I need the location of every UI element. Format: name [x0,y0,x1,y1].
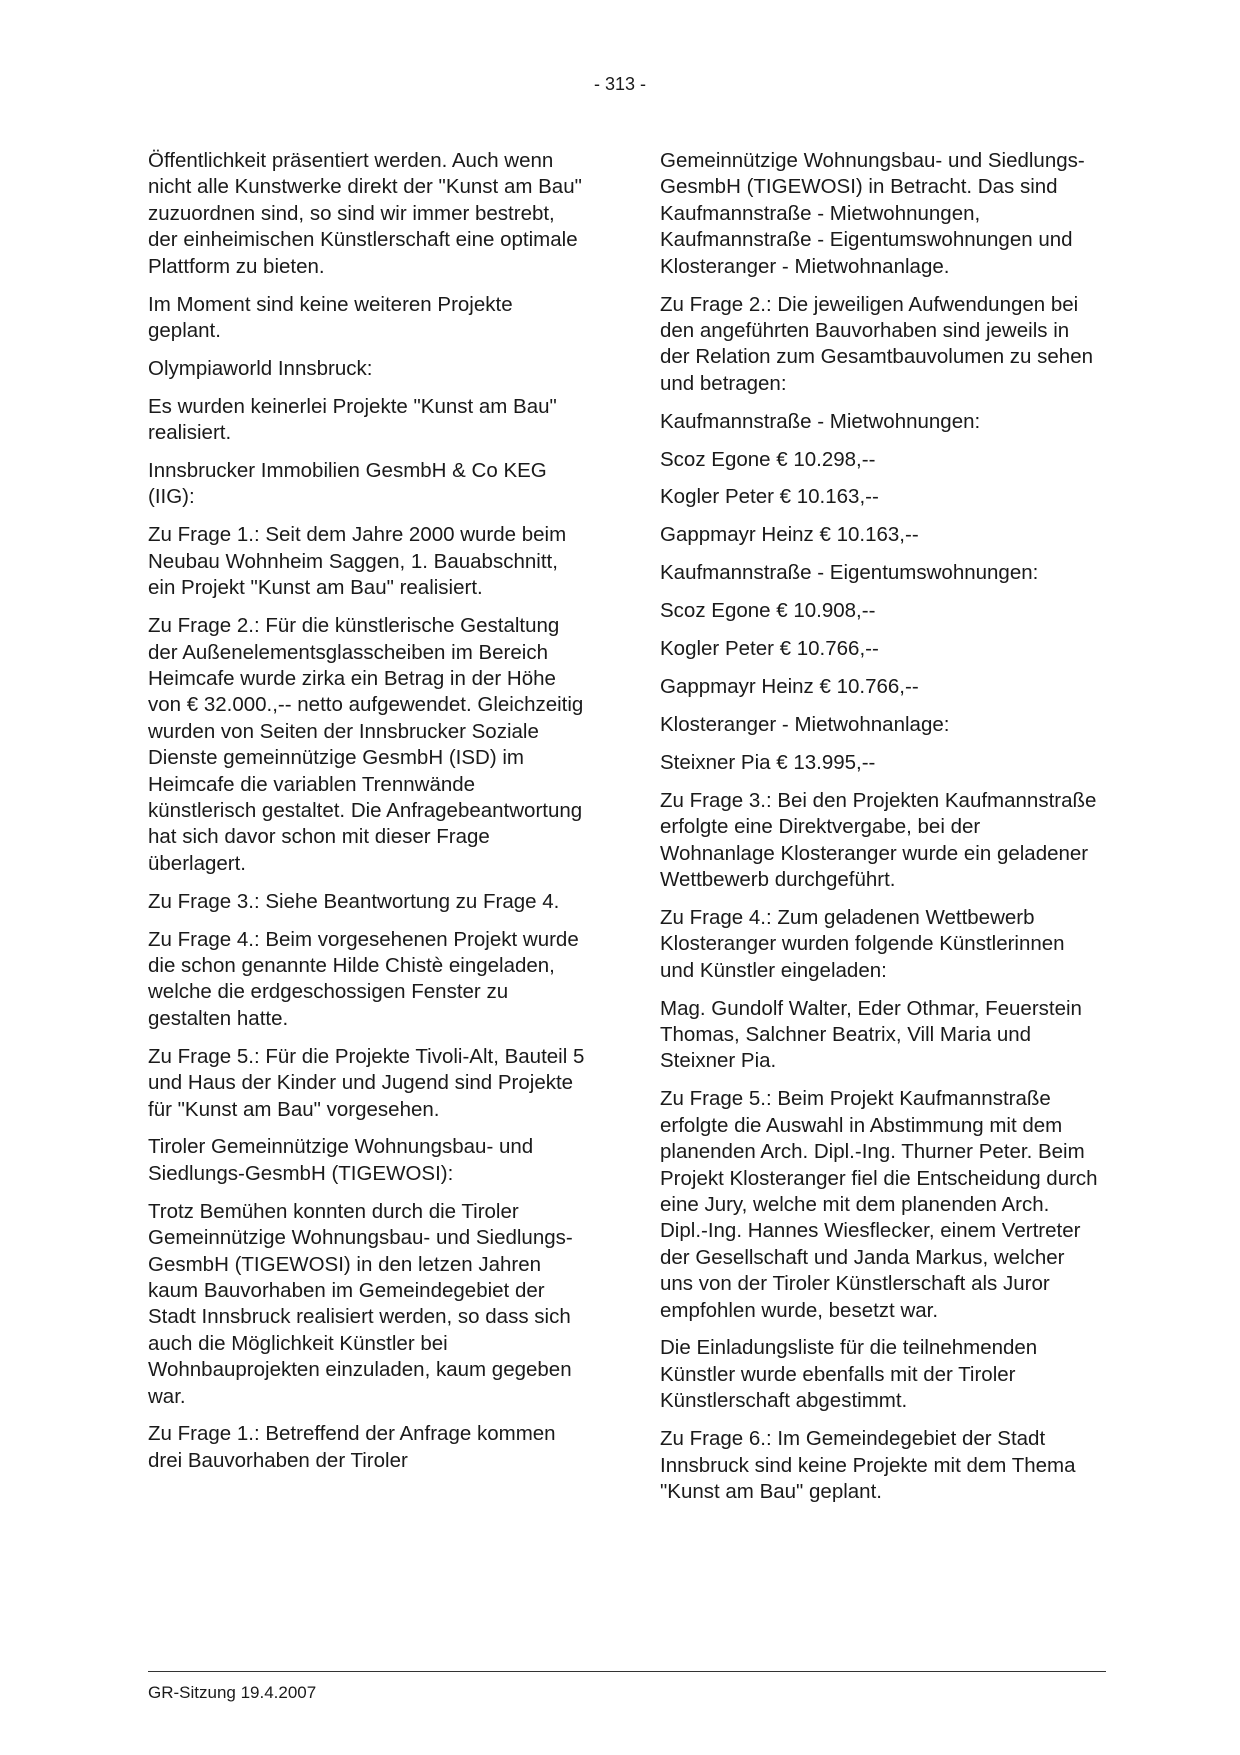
paragraph: Zu Frage 6.: Im Gemeindegebiet der Stadt Innsbruck sind keine Projekte mit dem Thema "Kunst am Bau" geplant. [660,1427,1076,1503]
paragraph: Trotz Bemühen konnten durch die Tiroler Gemeinnützige Wohnungsbau- und Siedlungs-GesmbH (TIGEWOSI) in den letzen Jahren kaum Bauvorhaben im Gemeindegebiet der Stadt Innsbruck realisiert werden, so dass sich auch die Möglichkeit Künstler bei Wohnbauprojekten einzuladen, kaum gegeben war. [148,1199,573,1408]
paragraph: Gemeinnützige Wohnungsbau- und Siedlungs-GesmbH (TIGEWOSI) in Betracht. Das sind Kaufmannstraße - Mietwohnungen, Kaufmannstraße - Eigentumswohnungen und Klosteranger - Mietwohnanlage. [660,149,1085,278]
cost-entry: Steixner Pia € 13.995,-- [660,750,876,774]
paragraph: Öffentlichkeit präsentiert werden. Auch wenn nicht alle Kunstwerke direkt der "Kunst am Bau" zuzuordnen sind, so sind wir immer bestrebt, der einheimischen Künstlerschaft eine optimale Plattform zu bieten. [148,149,582,278]
paragraph: Im Moment sind keine weiteren Projekte geplant. [148,292,513,342]
paragraph: Die Einladungsliste für die teilnehmenden Künstler wurde ebenfalls mit der Tiroler Künstlerschaft abgestimmt. [660,1336,1038,1413]
cost-entry: Scoz Egone € 10.298,-- [660,447,876,471]
cost-entry: Kogler Peter € 10.766,-- [660,637,879,661]
paragraph: Zu Frage 5.: Beim Projekt Kaufmannstraße erfolgte die Auswahl in Abstimmung mit dem planenden Arch. Dipl.-Ing. Thurner Peter. Beim Projekt Klosteranger fiel die Entscheidung durch eine Jury, welche mit dem planenden Arch. Dipl.-Ing. Hannes Wiesflecker, einem Vertreter der Gesellschaft und Janda Markus, welcher uns von der Tiroler Künstlerschaft als Juror empfohlen wurde, besetzt war. [660,1087,1098,1322]
page-number: - 313 - [593,74,647,94]
right-column [660,148,1100,1517]
paragraph: Zu Frage 2.: Für die künstlerische Gestaltung der Außenelementsglasscheiben im Bereich Heimcafe wurde zirka ein Betrag in der Höhe von € 32.000.,-- netto aufgewendet. Gleichzeitig wurden von Seiten der Innsbrucker Soziale Dienste gemeinnützige GesmbH (ISD) im Heimcafe die variablen Trennwände künstlerisch gestaltet. Die Anfragebeantwortung hat sich davor schon mit dieser Frage überlagert. [148,614,584,875]
section-heading: Tiroler Gemeinnützige Wohnungsbau- und Siedlungs-GesmbH (TIGEWOSI): [148,1135,534,1185]
section-heading: Olympiaworld Innsbruck: [148,356,373,380]
paragraph: Mag. Gundolf Walter, Eder Othmar, Feuerstein Thomas, Salchner Beatrix, Vill Maria und Steixner Pia. [660,996,1082,1073]
paragraph: Zu Frage 4.: Beim vorgesehenen Projekt wurde die schon genannte Hilde Chistè eingeladen, welche die erdgeschossigen Fenster zu gestalten hatte. [148,927,579,1030]
paragraph: Zu Frage 2.: Die jeweiligen Aufwendungen bei den angeführten Bauvorhaben sind jeweils in der Relation zum Gesamtbauvolumen zu sehen und betragen: [660,292,1094,395]
footer-text: GR-Sitzung 19.4.2007 [148,1683,317,1702]
subsection-heading: Kaufmannstraße - Eigentumswohnungen: [660,561,1039,585]
section-heading: Innsbrucker Immobilien GesmbH & Co KEG (IIG): [148,459,547,509]
cost-entry: Scoz Egone € 10.908,-- [660,599,876,623]
cost-entry: Gappmayr Heinz € 10.766,-- [660,675,919,698]
left-column [148,148,588,1486]
footer-divider [148,1671,1106,1672]
paragraph: Zu Frage 3.: Siehe Beantwortung zu Frage 4. [148,889,560,913]
paragraph: Zu Frage 1.: Betreffend der Anfrage kommen drei Bauvorhaben der Tiroler [148,1422,556,1472]
cost-entry: Gappmayr Heinz € 10.163,-- [660,523,919,547]
cost-entry: Kogler Peter € 10.163,-- [660,485,879,509]
paragraph: Zu Frage 5.: Für die Projekte Tivoli-Alt, Bauteil 5 und Haus der Kinder und Jugend sind Projekte für "Kunst am Bau" vorgesehen. [148,1044,585,1121]
paragraph: Zu Frage 1.: Seit dem Jahre 2000 wurde beim Neubau Wohnheim Saggen, 1. Bauabschnitt, ein Projekt "Kunst am Bau" realisiert. [148,523,567,600]
subsection-heading: Klosteranger - Mietwohnanlage: [660,712,950,736]
subsection-heading: Kaufmannstraße - Mietwohnungen: [660,409,981,433]
paragraph: Zu Frage 4.: Zum geladenen Wettbewerb Klosteranger wurden folgende Künstlerinnen und Künstler eingeladen: [660,905,1065,982]
paragraph: Zu Frage 3.: Bei den Projekten Kaufmannstraße erfolgte eine Direktvergabe, bei der Wohnanlage Klosteranger wurde ein geladener Wettbewerb durchgeführt. [660,788,1097,891]
paragraph: Es wurden keinerlei Projekte "Kunst am Bau" realisiert. [148,394,557,445]
